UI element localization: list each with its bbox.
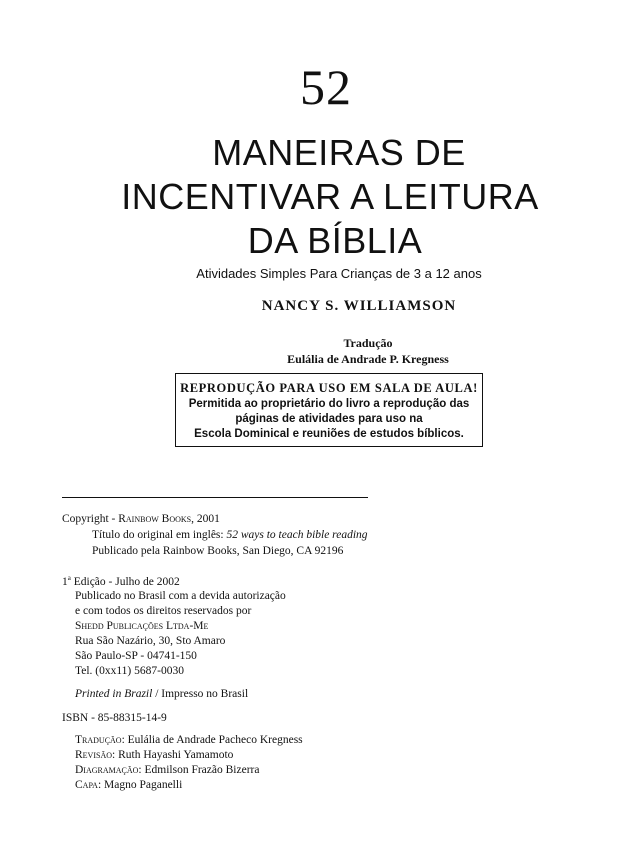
credit-name: Magno Paganelli [101,779,183,791]
original-title-prefix: Título do original em inglês: [92,529,227,541]
title-line-1: MANEIRAS DE [212,132,466,173]
edition-text: Edição - Julho de 2002 [70,575,180,588]
notice-line-1: Permitida ao proprietário do livro a reprodução das [188,398,470,410]
credit-role: Tradução: [75,734,125,746]
printed-line [62,687,248,702]
copyright-prefix: Copyright - [62,513,119,525]
copyright-year: , 2001 [191,513,220,525]
credit-revision [62,748,233,763]
brazil-line-2: e com todos os direitos reservados por [75,605,252,617]
notice-line-2: páginas de atividades para uso na [235,413,423,425]
reproduction-notice-box [175,373,483,447]
subtitle: Atividades Simples Para Crianças de 3 a 12 anos [196,266,482,281]
phone-line: Tel. (0xx11) 5687-0030 [75,665,184,677]
edition-number: 1 [62,575,68,588]
edition-line [62,571,180,589]
original-title-line [62,528,368,543]
isbn-line: ISBN - 85-88315-14-9 [62,712,167,724]
credit-layout [62,763,259,778]
address-line-2: São Paulo-SP - 04741-150 [75,650,197,662]
author-name: NANCY S. WILLIAMSON [261,298,457,314]
credit-role: Diagramação: [75,764,142,776]
translation-label: Tradução [343,336,393,350]
printed-in: Printed in Brazil [75,688,153,700]
credit-name: Eulália de Andrade Pacheco Kregness [124,734,303,746]
notice-line-3: Escola Dominical e reuniões de estudos bíblicos. [194,428,464,440]
credit-role: Capa: [75,779,102,791]
book-number: 52 [300,59,352,115]
copyright-publisher: Rainbow Books [118,513,192,525]
brazil-publisher: Shedd Publicações Ltda-Me [75,620,209,632]
notice-heading: REPRODUÇÃO PARA USO EM SALA DE AULA! [180,381,478,395]
credit-cover [62,778,182,793]
edition-superscript: a [67,574,71,582]
title-line-2: INCENTIVAR A LEITURA [121,176,539,217]
copyright-line [62,512,220,527]
original-title: 52 ways to teach bible reading [226,529,368,541]
credit-name: Edmilson Frazão Bizerra [141,764,260,776]
published-by-line: Publicado pela Rainbow Books, San Diego, CA 92196 [92,545,344,557]
divider-rule [62,497,368,498]
credit-name: Ruth Hayashi Yamamoto [115,749,234,761]
credit-translation [62,733,303,748]
brazil-line-1: Publicado no Brasil com a devida autorização [75,590,286,602]
credit-role: Revisão: [75,749,116,761]
printed-separator: / Impresso no Brasil [152,688,249,700]
address-line-1: Rua São Nazário, 30, Sto Amaro [75,635,226,647]
title-line-3: DA BÍBLIA [247,220,423,261]
translator-name: Eulália de Andrade P. Kregness [287,352,449,366]
